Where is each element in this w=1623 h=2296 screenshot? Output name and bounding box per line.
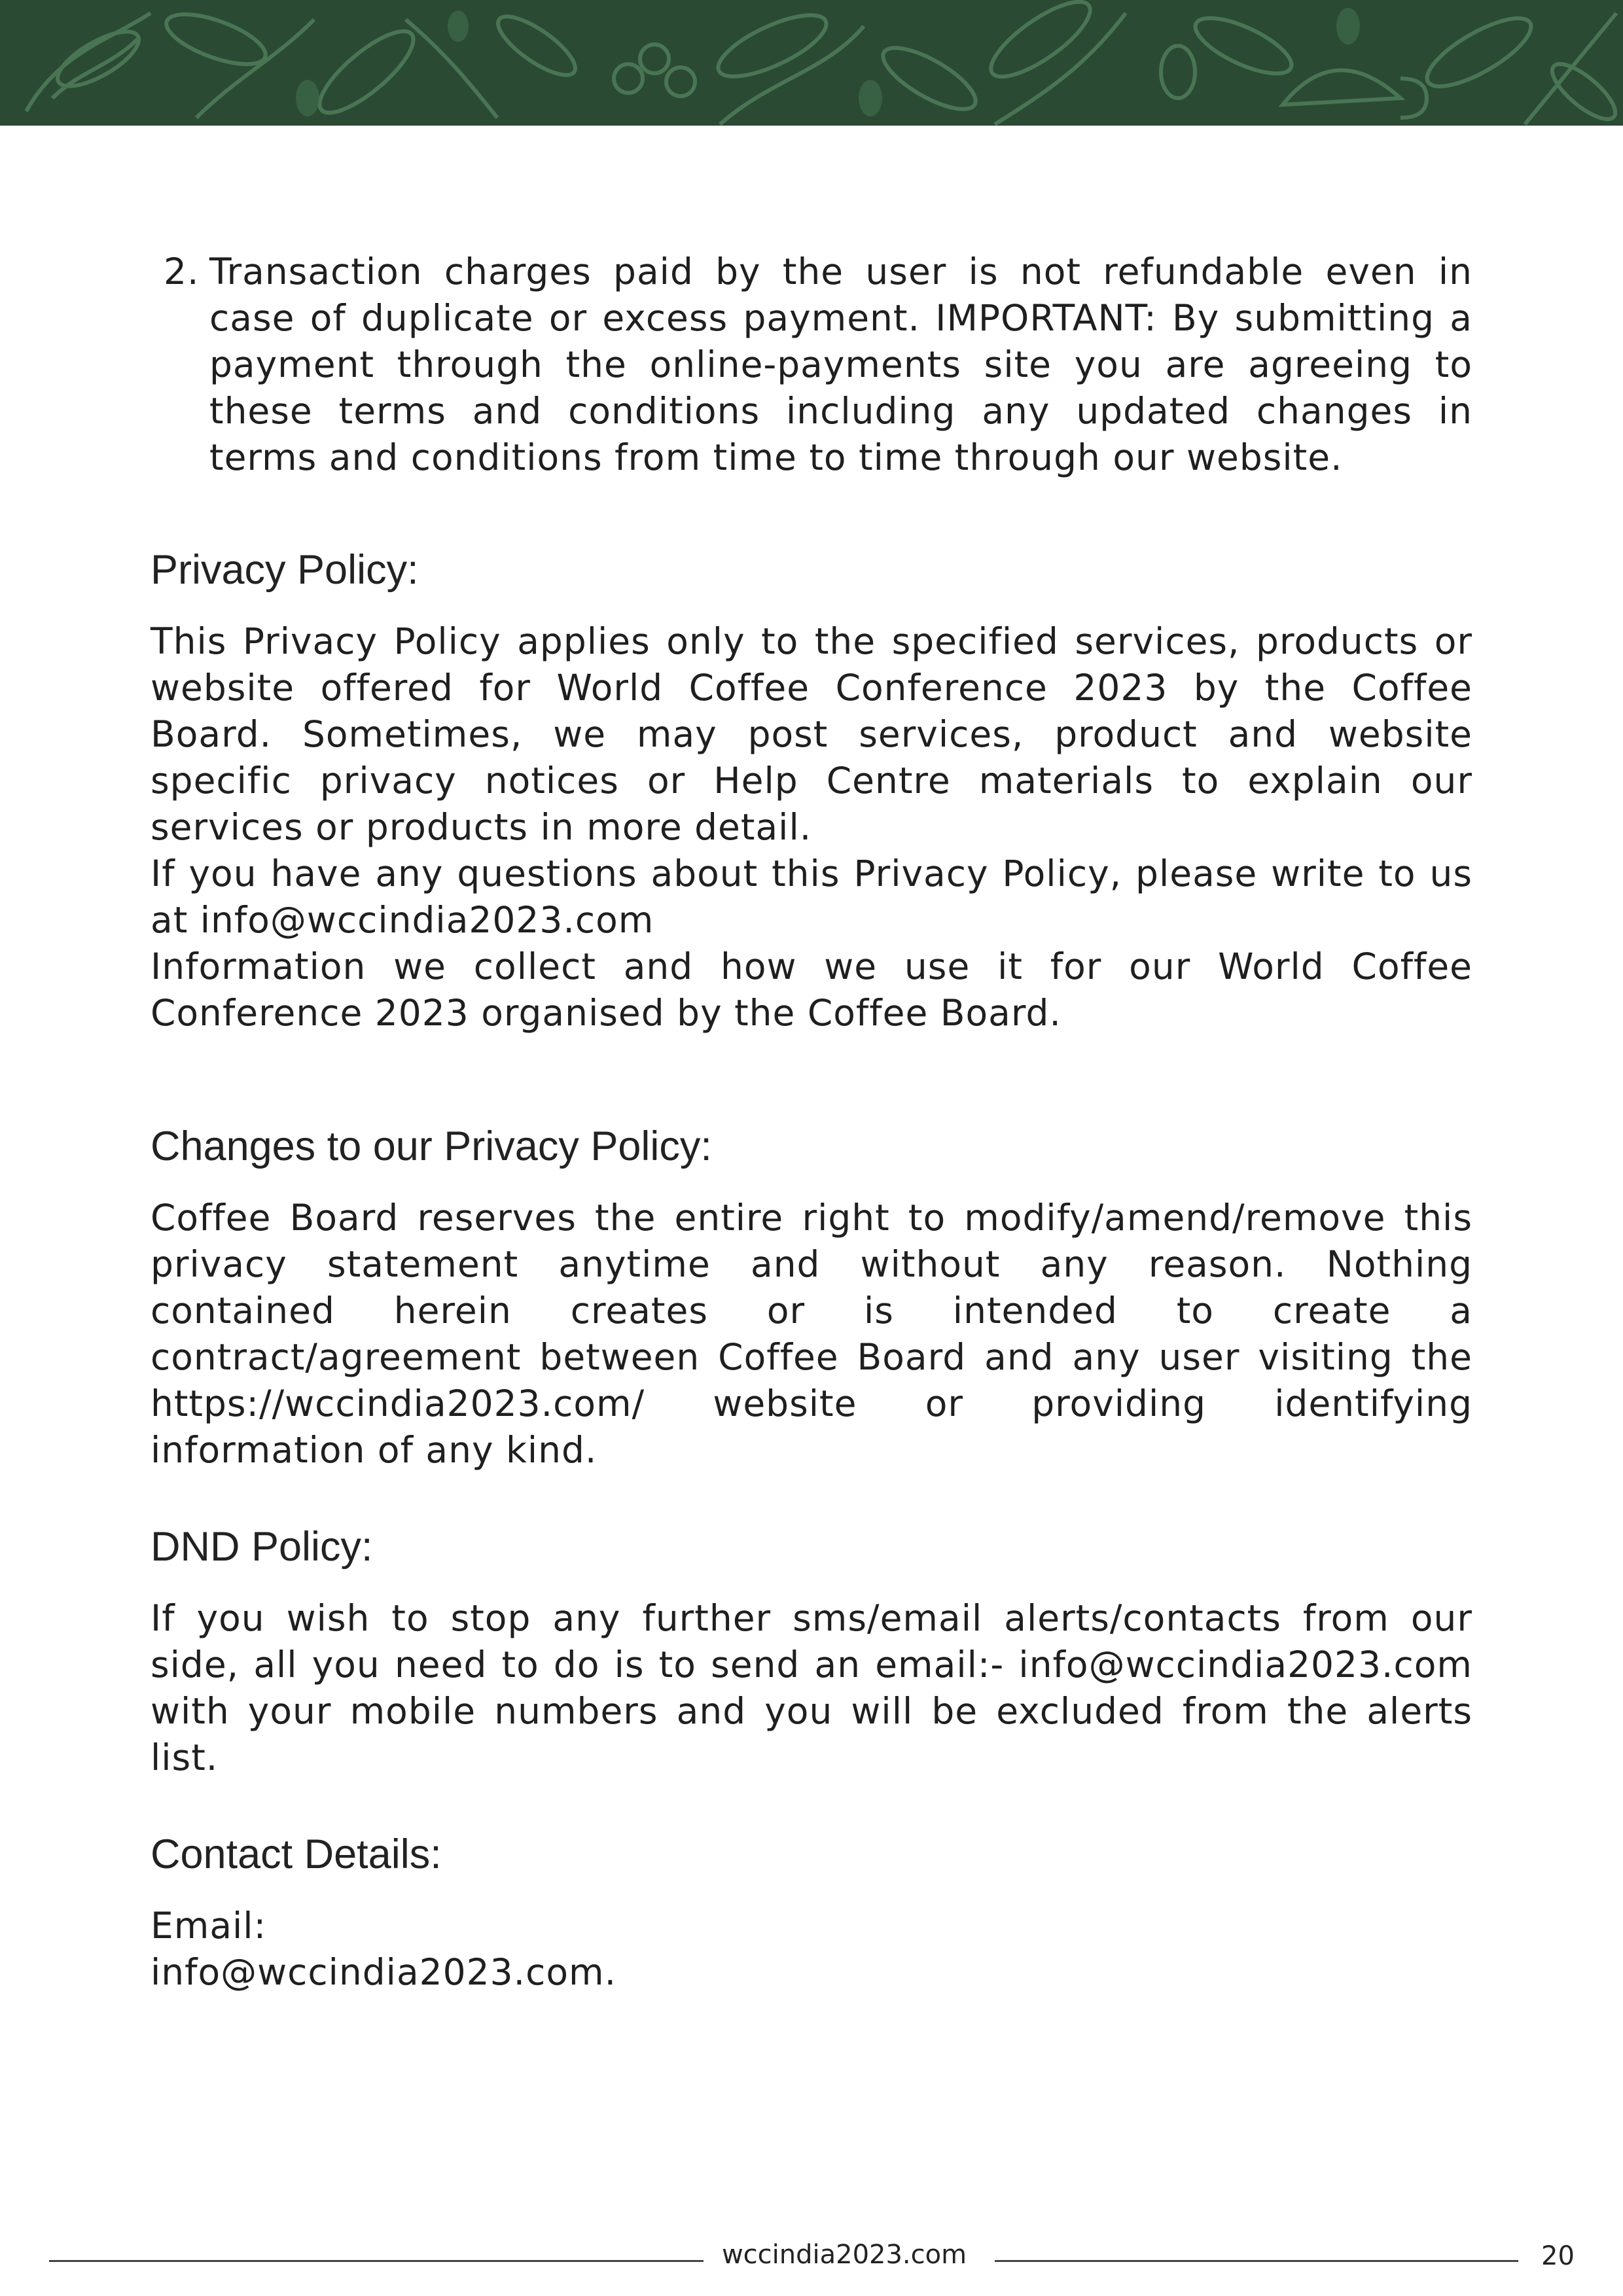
list-item [164, 249, 1472, 481]
dnd-heading: DND Policy: [151, 1524, 373, 1570]
list-item-text: Transaction charges paid by the user is not refundable even in case of duplicate or excess payment. IMPORTANT: By submitting a payment through the online-payments site you are agreeing to these terms and conditions including any updated changes in terms and conditions from time to time through our website. [209, 251, 1472, 478]
privacy-policy-paragraph: This Privacy Policy applies only to the specified services, products or website offered for World Coffee Conference 2023 by the Coffee Board. Sometimes, we may post services, product and website specific privacy notices or Help Centre materials to explain our services or products in more detail. [151, 620, 1472, 848]
changes-paragraph: Coffee Board reserves the entire right to modify/amend/remove this privacy statement anytime and without any reason. Nothing contained herein creates or is intended to create a contract/agreement between Coffee Board and any user visiting the https://wccindia2023.com/ website or providing identifying information of any kind. [151, 1197, 1472, 1471]
contact-email: info@wccindia2023.com. [151, 1951, 617, 1993]
header-banner [0, 0, 1623, 126]
page-number: 20 [1541, 2241, 1575, 2271]
footer-site: wccindia2023.com [721, 2240, 967, 2270]
changes-heading: Changes to our Privacy Policy: [151, 1123, 712, 1169]
contact-email-label: Email: [151, 1905, 267, 1947]
privacy-policy-heading: Privacy Policy: [151, 547, 419, 593]
footer-rule-right [995, 2260, 1518, 2262]
document-content [151, 249, 1472, 1996]
list-number: 2. [164, 251, 200, 292]
contact-heading: Contact Details: [151, 1831, 442, 1877]
dnd-paragraph: If you wish to stop any further sms/email alerts/contacts from our side, all you need to do is to send an email:- info@wccindia2023.com with your mobile numbers and you will be excluded from the alerts list. [151, 1597, 1472, 1778]
coffee-leaves-pattern-icon [0, 0, 1623, 126]
privacy-policy-information-paragraph: Information we collect and how we use it for our World Coffee Conference 2023 organised by the Coffee Board. [151, 945, 1472, 1034]
privacy-policy-contact-paragraph: If you have any questions about this Privacy Policy, please write to us at info@wccindia2023.com [151, 853, 1472, 941]
footer-rule-left [49, 2260, 704, 2262]
